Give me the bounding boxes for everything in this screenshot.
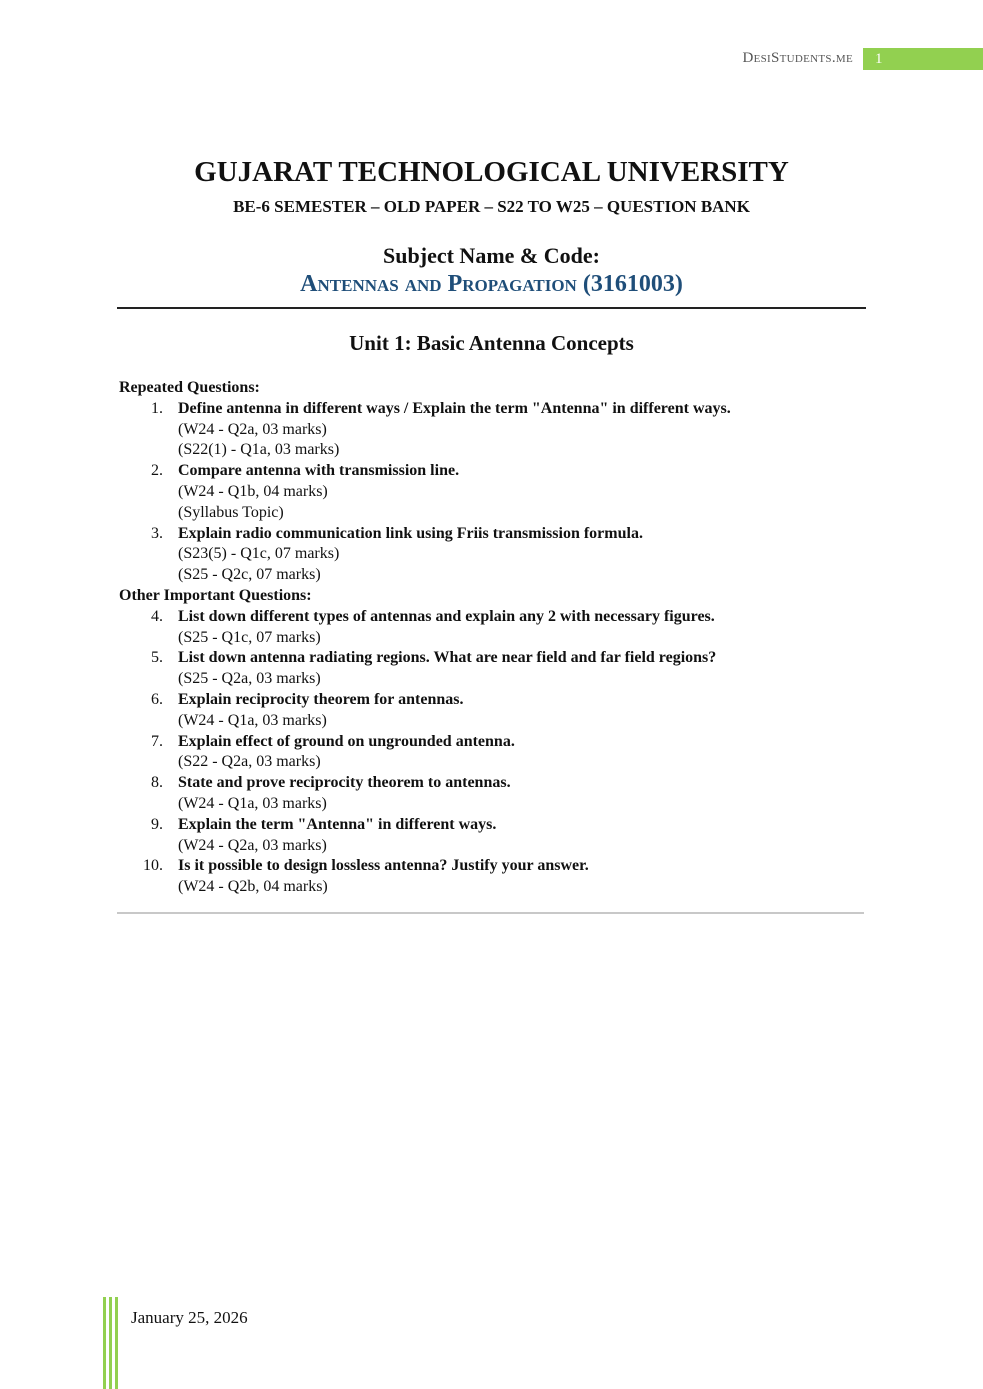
- section-heading: Repeated Questions:: [119, 379, 260, 396]
- question-item: [119, 773, 879, 794]
- question-item: [119, 461, 879, 482]
- question-number: 5.: [151, 649, 163, 667]
- question-reference: (W24 - Q1b, 04 marks): [178, 482, 328, 500]
- question-item: [119, 732, 879, 753]
- question-text: Explain the term "Antenna" in different ways.: [178, 815, 497, 833]
- subject-label: Subject Name & Code:: [383, 243, 600, 268]
- footer-bar: [103, 1297, 106, 1389]
- question-reference: (W24 - Q1a, 03 marks): [178, 794, 327, 812]
- question-text: Is it possible to design lossless antenna? Justify your answer.: [178, 857, 589, 875]
- document-title: GUJARAT TECHNOLOGICAL UNIVERSITY: [194, 156, 789, 188]
- question-reference: (W24 - Q2a, 03 marks): [178, 420, 327, 438]
- question-text: Compare antenna with transmission line.: [178, 462, 460, 480]
- question-item: [119, 690, 879, 711]
- question-number: 9.: [151, 815, 163, 833]
- question-number: 1.: [151, 399, 163, 417]
- question-reference: (S25 - Q2c, 07 marks): [178, 566, 321, 584]
- question-number: 4.: [151, 607, 163, 625]
- question-reference: (S25 - Q1c, 07 marks): [178, 628, 321, 646]
- question-number: 7.: [151, 732, 163, 750]
- question-reference: (S23(5) - Q1c, 07 marks): [178, 545, 340, 563]
- section-heading: Other Important Questions:: [119, 586, 312, 604]
- page-number-badge: 1: [863, 48, 983, 70]
- question-item: [119, 856, 879, 877]
- question-text: State and prove reciprocity theorem to antennas.: [178, 774, 511, 792]
- footer-bar: [115, 1297, 118, 1389]
- question-item: [119, 524, 879, 545]
- header-site-name: DesiStudents.me: [742, 50, 853, 66]
- question-text: List down different types of antennas and explain any 2 with necessary figures.: [178, 607, 715, 625]
- question-reference: (W24 - Q2a, 03 marks): [178, 836, 327, 854]
- question-reference: (S22 - Q2a, 03 marks): [178, 753, 321, 771]
- question-item: [119, 815, 879, 836]
- footer-bar: [109, 1297, 112, 1389]
- question-number: 8.: [151, 774, 163, 792]
- question-reference: (W24 - Q1a, 03 marks): [178, 711, 327, 729]
- question-text: Define antenna in different ways / Explain the term "Antenna" in different ways.: [178, 399, 731, 417]
- question-list: [119, 378, 879, 898]
- question-number: 2.: [151, 462, 163, 480]
- unit-title: Unit 1: Basic Antenna Concepts: [349, 331, 634, 355]
- question-text: Explain effect of ground on ungrounded antenna.: [178, 732, 515, 750]
- question-reference: (S22(1) - Q1a, 03 marks): [178, 441, 340, 459]
- question-text: Explain reciprocity theorem for antennas.: [178, 690, 464, 708]
- question-item: [119, 607, 879, 628]
- question-text: List down antenna radiating regions. What are near field and far field regions?: [178, 649, 717, 667]
- question-text: Explain radio communication link using Friis transmission formula.: [178, 524, 643, 542]
- header-divider: [117, 307, 866, 309]
- question-number: 3.: [151, 524, 163, 542]
- footer-date: January 25, 2026: [131, 1308, 248, 1327]
- question-number: 10.: [143, 857, 163, 875]
- content-divider: [117, 912, 864, 914]
- question-reference: (Syllabus Topic): [178, 503, 284, 521]
- document-subtitle: BE-6 SEMESTER – OLD PAPER – S22 TO W25 – QUESTION BANK: [233, 197, 750, 216]
- question-number: 6.: [151, 690, 163, 708]
- question-reference: (W24 - Q2b, 04 marks): [178, 878, 328, 896]
- question-item: [119, 648, 879, 669]
- question-item: [119, 399, 879, 420]
- subject-name: Antennas and Propagation (3161003): [300, 271, 683, 297]
- question-reference: (S25 - Q2a, 03 marks): [178, 670, 321, 688]
